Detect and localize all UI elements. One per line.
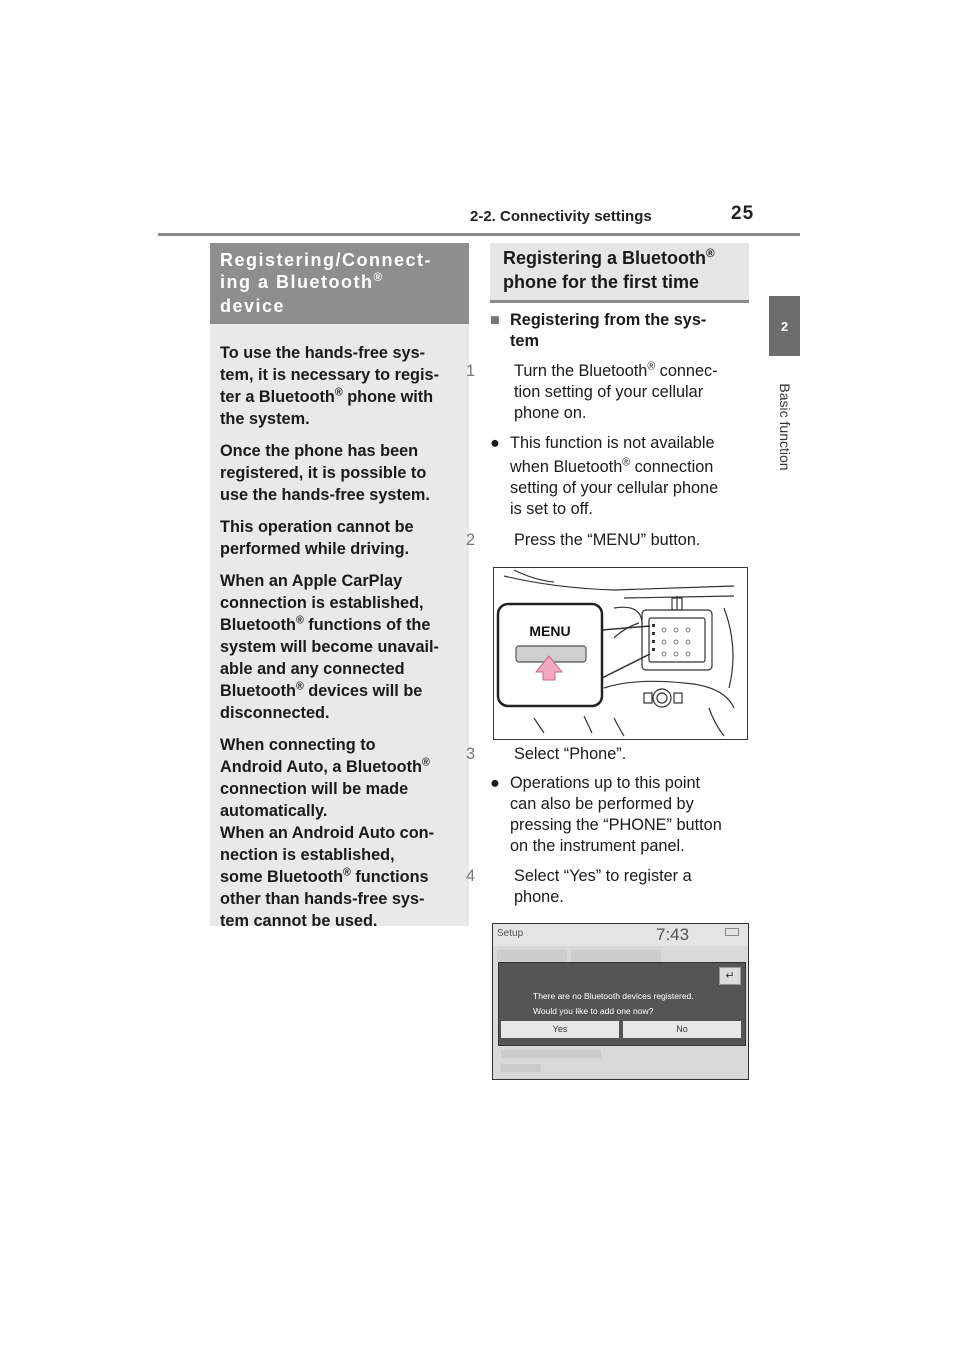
step-1: 1 Turn the Bluetooth® connec- tion setting of your cellular phone on.	[466, 360, 718, 422]
screen-list-row	[501, 1050, 601, 1058]
screen-title: Setup	[497, 928, 524, 939]
chapter-number: 2	[780, 318, 789, 334]
screen-title-bar	[493, 924, 748, 946]
chapter-title-vertical	[763, 372, 806, 482]
status-icon	[725, 928, 739, 936]
note-paragraph: When connecting to Android Auto, a Bluetooth® connection will be made automatically. When an Android Auto con- nection is established, some Bluetooth® functions other than hands-free sys- tem cannot be used.	[220, 736, 435, 930]
screen-tab	[497, 950, 567, 962]
running-header: 2-2. Connectivity settings	[470, 208, 652, 225]
bullet-note-1: ● This function is not available when Bluetooth® connection setting of your cellular phone is set to off.	[490, 434, 719, 518]
screen-clock: 7:43	[656, 925, 690, 944]
header-rule	[158, 233, 800, 236]
square-bullet-icon: ■	[490, 311, 500, 329]
right-section-title: Registering a Bluetooth® phone for the first time	[490, 243, 749, 303]
screen-tab	[571, 950, 661, 962]
no-button[interactable]: No	[623, 1021, 741, 1038]
chapter-title: Basic function	[776, 383, 793, 471]
dashboard-menu-illustration	[493, 567, 748, 740]
yes-button[interactable]: Yes	[501, 1021, 619, 1038]
left-section-title: Registering/Connect- ing a Bluetooth® device	[210, 243, 469, 324]
setup-screen-illustration	[492, 923, 749, 1080]
hands-free-note	[210, 324, 469, 930]
page-number: 25	[731, 203, 755, 224]
note-paragraph: This operation cannot be performed while driving.	[220, 518, 414, 558]
bullet-note-2: ● Operations up to this point can also be performed by pressing the “PHONE” button on the instrument panel.	[490, 774, 722, 855]
step-2: 2 Press the “MENU” button.	[466, 531, 701, 549]
step-4: 4 Select “Yes” to register a phone.	[466, 867, 692, 906]
chapter-tab	[769, 296, 800, 356]
back-arrow-icon[interactable]: ↵	[719, 967, 741, 985]
bullet-icon: ●	[490, 774, 500, 792]
bullet-icon: ●	[490, 434, 500, 452]
menu-label: MENU	[529, 623, 571, 639]
dialog-message: There are no Bluetooth devices registered. Would you like to add one now?	[533, 991, 694, 1016]
dialog	[498, 962, 746, 1046]
note-paragraph: Once the phone has been registered, it is possible to use the hands-free system.	[220, 442, 430, 504]
subheading: ■ Registering from the sys- tem	[490, 311, 707, 350]
note-paragraph: To use the hands-free sys- tem, it is necessary to regis- ter a Bluetooth® phone with the system.	[220, 344, 439, 428]
note-paragraph: When an Apple CarPlay connection is established, Bluetooth® functions of the system will become unavail- able and any connected Bluetooth® devices will be disconnected.	[220, 572, 439, 722]
screen-list-row	[501, 1064, 541, 1072]
step-3: 3 Select “Phone”.	[466, 745, 627, 763]
